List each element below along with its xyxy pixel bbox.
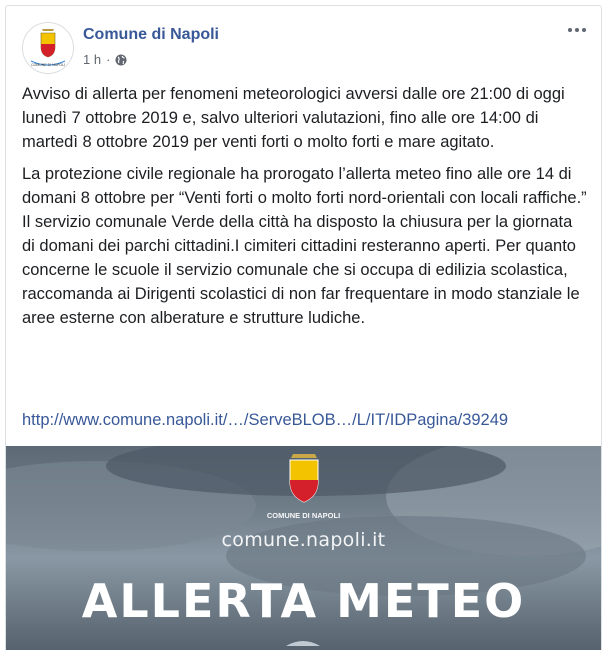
facebook-post (5, 5, 602, 650)
more-options-button[interactable] (565, 20, 589, 40)
image-title: ALLERTA METEO (81, 574, 526, 628)
page-name-link[interactable]: Comune di Napoli (83, 26, 219, 43)
more-dot-icon (575, 28, 579, 32)
post-meta (83, 52, 127, 67)
page-avatar[interactable] (22, 22, 74, 74)
image-domain: comune.napoli.it (221, 529, 386, 551)
avatar-caption: COMUNE DI NAPOLI (31, 63, 65, 67)
more-dot-icon (568, 28, 572, 32)
more-dot-icon (582, 28, 586, 32)
coat-of-arms-icon (284, 452, 324, 506)
post-paragraph: Avviso di allerta per fenomeni meteorologici avversi dalle ore 21:00 di oggi lunedì 7 ottobre 2019 e, salvo ulteriori valutazioni, fino alle ore 14:00 di martedì 8 ottobre 2019 per venti forti o molto forti e mare agitato. (22, 85, 565, 151)
post-image[interactable] (6, 446, 601, 650)
post-link[interactable]: http://www.comune.napoli.it/…/ServeBLOB…/L/IT/IDPagina/39249 (22, 411, 509, 429)
post-body (22, 82, 587, 338)
post-paragraph: La protezione civile regionale ha prorogato l’allerta meteo fino alle ore 14 di domani 8 ottobre per “Venti forti o molto forti nord-orientali con locali raffiche.” (22, 165, 587, 207)
meta-separator: · (106, 52, 111, 67)
globe-icon[interactable] (115, 54, 127, 66)
image-comune-label: COMUNE DI NAPOLI (266, 511, 341, 520)
post-header (6, 6, 601, 76)
post-paragraph: Il servizio comunale Verde della città ha disposto la chiusura per la giornata di domani dei parchi cittadini.I cimiteri cittadini resteranno aperti. Per quanto concerne le scuole il servizio comunale che si occupa di edilizia scolastica, raccomanda ai Dirigenti scolastici di non far frequentare in modo stanziale le aree esterne con alberature e strutture ludiche. (22, 213, 580, 327)
post-timestamp[interactable]: 1 h (83, 52, 102, 67)
